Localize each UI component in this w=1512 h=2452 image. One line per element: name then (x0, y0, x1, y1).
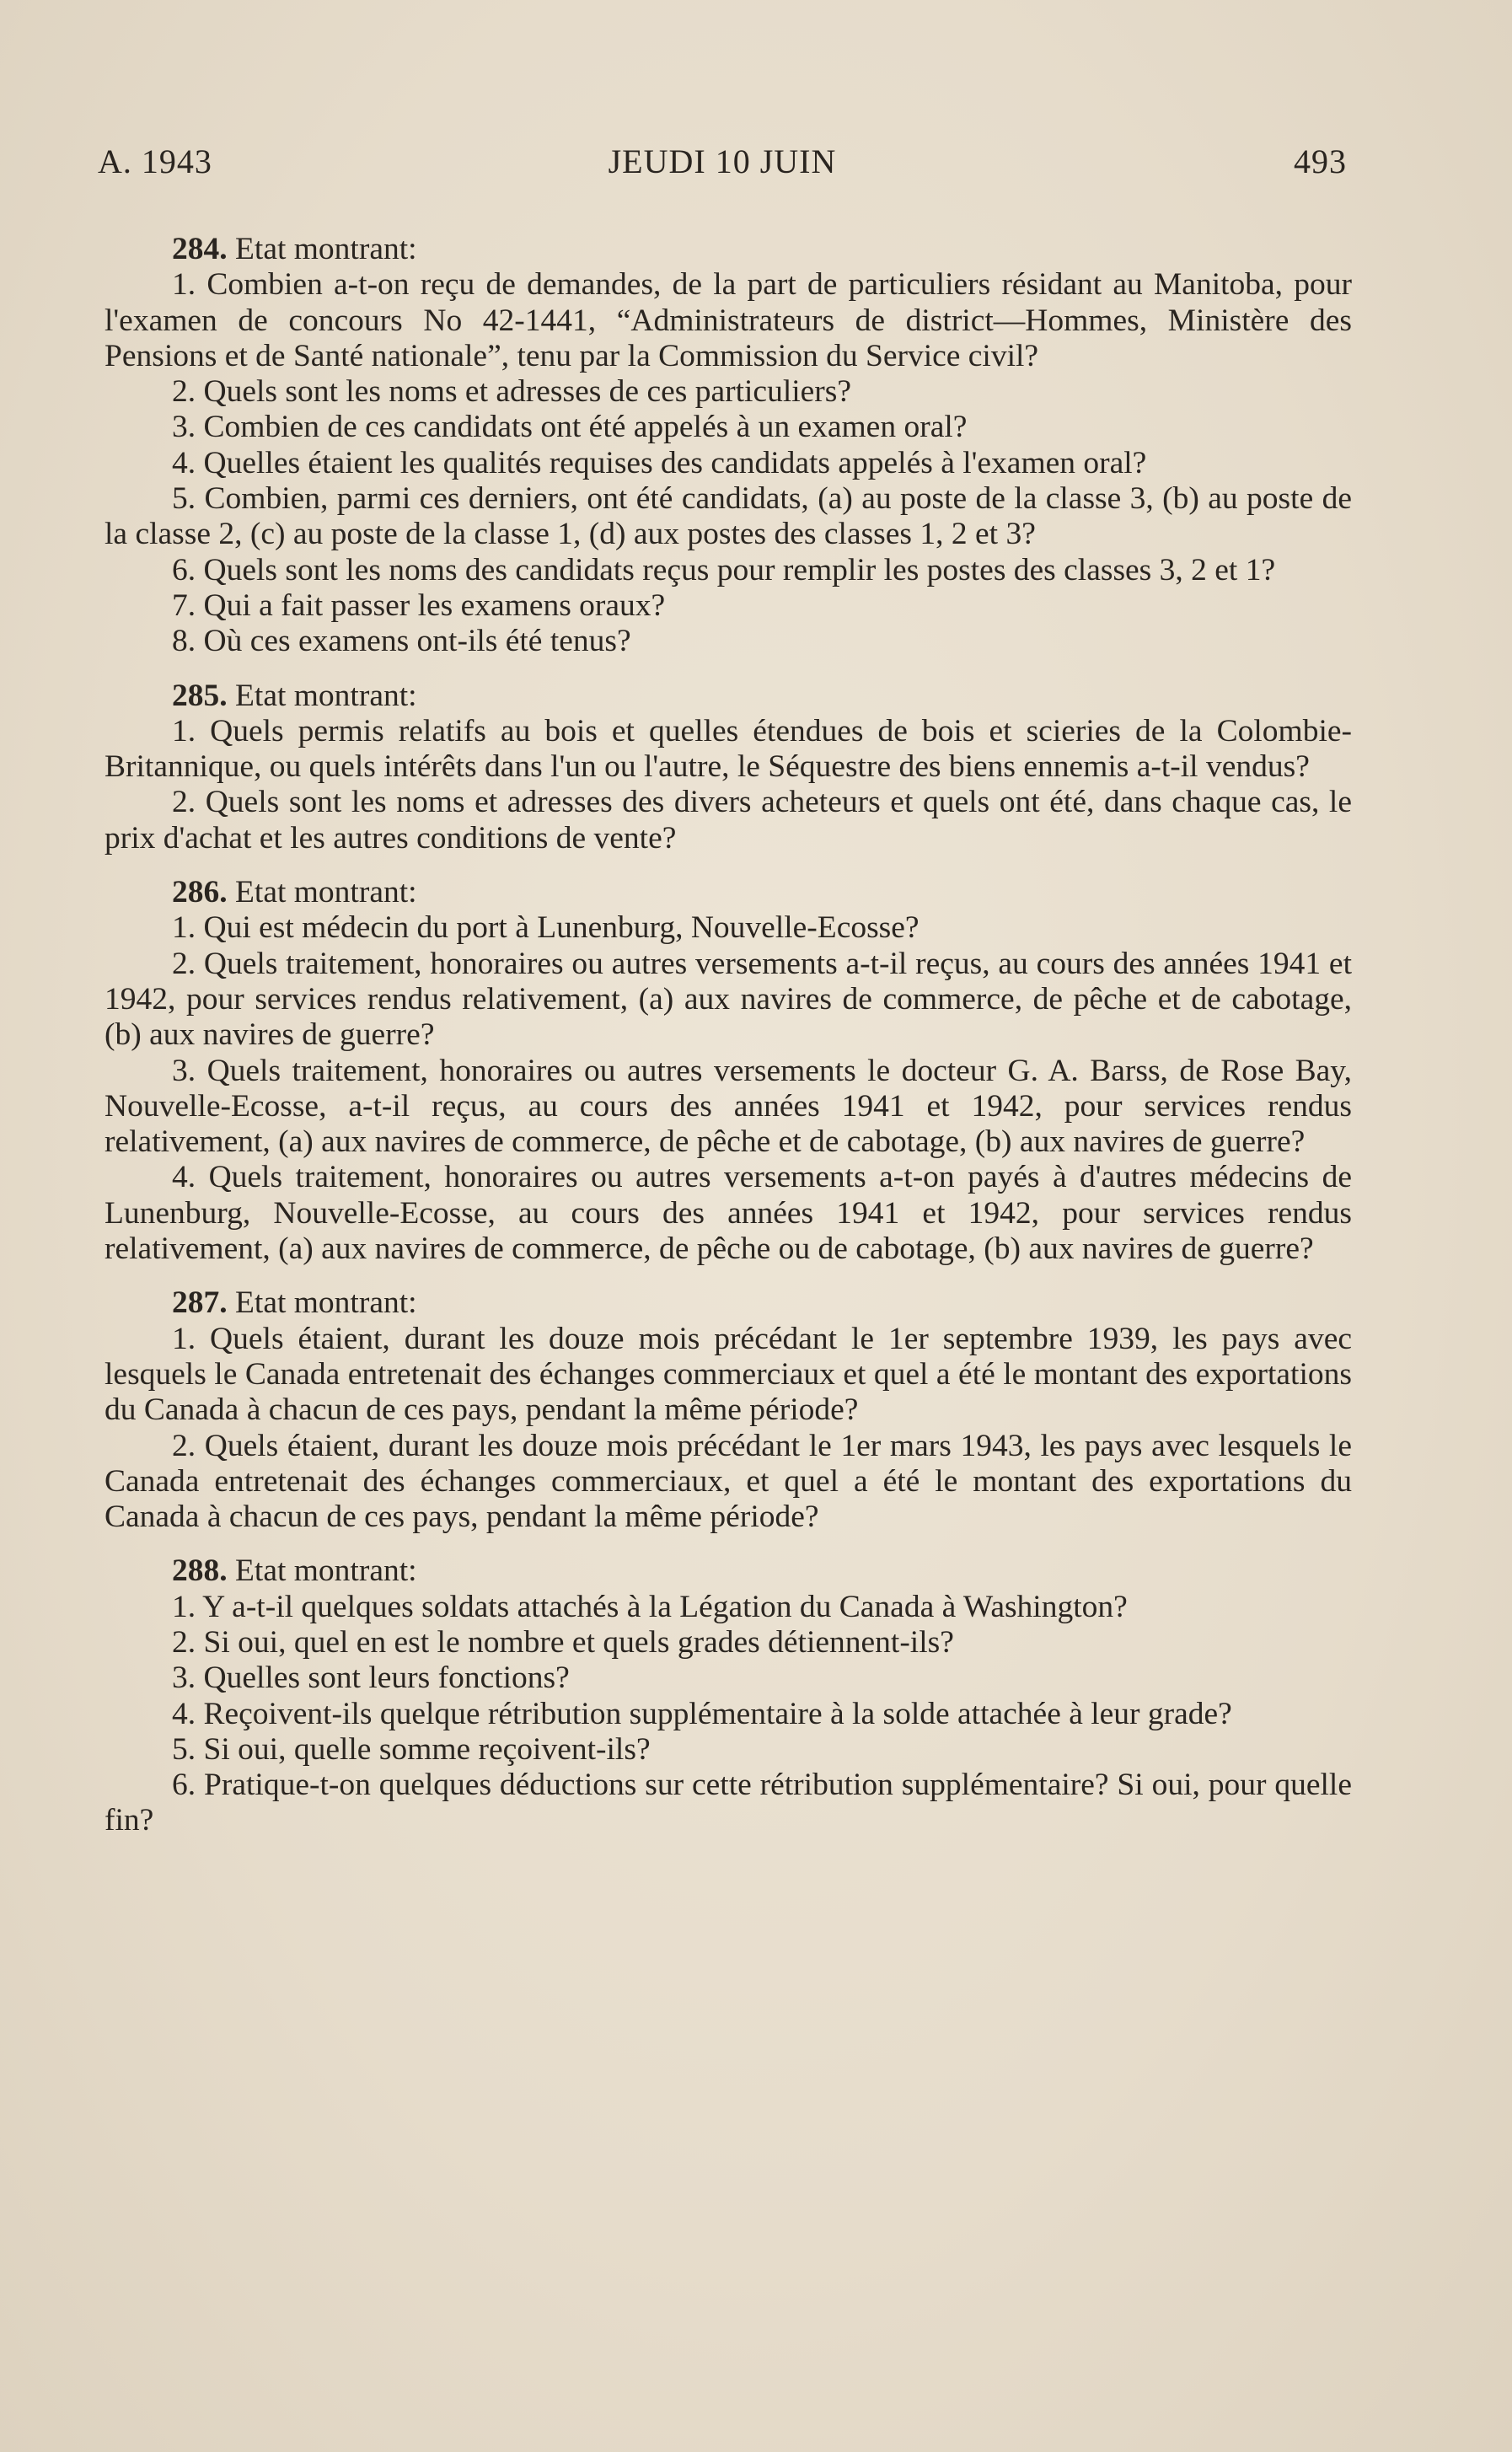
question-item: 4. Reçoivent-ils quelque rétribution supplémentaire à la solde attachée à leur grade? (172, 1696, 1232, 1731)
section-heading (105, 679, 1352, 714)
section-number: 288. (172, 1553, 228, 1589)
section-title: Etat montrant: (235, 1285, 417, 1321)
section-number: 287. (172, 1285, 228, 1321)
section-heading (105, 1285, 1352, 1321)
section-288 (105, 1553, 1352, 1838)
question-item: 2. Si oui, quel en est le nombre et quels grades détiennent-ils? (172, 1624, 954, 1660)
section-285 (105, 679, 1352, 856)
question-item: 2. Quels traitement, honoraires ou autres versements a-t-il reçus, au cours des années 1941 et 1942, pour services rendus relativement, (a) aux navires de commerce, de pêche et de cabotage, (b) aux navires de guerre? (105, 946, 1352, 1053)
question-item: 1. Quels étaient, durant les douze mois précédant le 1er septembre 1939, les pays avec lesquels le Canada entretenait des échanges commerciaux et quel a été le montant des exportations du Canada à chacun de ces pays, pendant la même période? (105, 1321, 1352, 1428)
section-title: Etat montrant: (235, 1553, 417, 1589)
section-number: 285. (172, 678, 228, 713)
question-item: 1. Quels permis relatifs au bois et quelles étendues de bois et scieries de la Colombie-Britannique, ou quels intérêts dans l'un ou l'autre, le Séquestre des biens ennemis a-t-il vendus? (105, 713, 1352, 785)
section-287 (105, 1285, 1352, 1535)
question-item: 5. Combien, parmi ces derniers, ont été candidats, (a) au poste de la classe 3, (b) au poste de la classe 2, (c) au poste de la classe 1, (d) aux postes des classes 1, 2 et 3? (105, 481, 1352, 552)
page-number: 493 (1294, 142, 1347, 180)
document-body (105, 232, 1352, 1858)
question-item: 3. Quels traitement, honoraires ou autres versements le docteur G. A. Barss, de Rose Bay, Nouvelle-Ecosse, a-t-il reçus, au cours des années 1941 et 1942, pour services rendus relativement, (a) aux navires de commerce, de pêche et de cabotage, (b) aux navires de guerre? (105, 1053, 1352, 1160)
section-title: Etat montrant: (235, 875, 417, 910)
question-item: 8. Où ces examens ont-ils été tenus? (172, 624, 631, 659)
question-item: 3. Combien de ces candidats ont été appelés à un examen oral? (172, 410, 968, 445)
question-item: 2. Quels étaient, durant les douze mois précédant le 1er mars 1943, les pays avec lesquels le Canada entretenait des échanges commerciaux, et quel a été le montant des exportations du Canada à chacun de ces pays, pendant la même période? (105, 1428, 1352, 1535)
section-title: Etat montrant: (235, 678, 417, 713)
question-item: 1. Qui est médecin du port à Lunenburg, Nouvelle-Ecosse? (172, 910, 920, 946)
question-item: 2. Quels sont les noms et adresses de ces particuliers? (172, 374, 852, 410)
question-item: 4. Quels traitement, honoraires ou autres versements a-t-on payés à d'autres médecins de Lunenburg, Nouvelle-Ecosse, au cours des années 1941 et 1942, pour services rendus relativement, (a) aux navires de commerce, de pêche ou de cabotage, (b) aux navires de guerre? (105, 1160, 1352, 1267)
section-286 (105, 875, 1352, 1267)
section-title: Etat montrant: (235, 232, 417, 266)
question-item: 7. Qui a fait passer les examens oraux? (172, 588, 666, 623)
section-heading (105, 875, 1352, 910)
section-number: 286. (172, 875, 228, 910)
question-item: 4. Quelles étaient les qualités requises des candidats appelés à l'examen oral? (172, 445, 1147, 480)
question-item: 1. Combien a-t-on reçu de demandes, de la part de particuliers résidant au Manitoba, pour l'examen de concours No 42-1441, “Administrateurs de district—Hommes, Ministère des Pensions et de Santé nationale”, tenu par la Commission du Service civil? (105, 267, 1352, 373)
question-item: 3. Quelles sont leurs fonctions? (172, 1661, 570, 1696)
section-number: 284. (172, 232, 228, 266)
question-item: 6. Quels sont les noms des candidats reçus pour remplir les postes des classes 3, 2 et 1? (172, 552, 1276, 588)
question-item: 2. Quels sont les noms et adresses des divers acheteurs et quels ont été, dans chaque cas, le prix d'achat et les autres conditions de vente? (105, 785, 1352, 856)
section-heading (105, 232, 1352, 267)
question-item: 1. Y a-t-il quelques soldats attachés à la Légation du Canada à Washington? (172, 1589, 1128, 1624)
header-date: JEUDI 10 JUIN (608, 142, 837, 180)
question-item: 5. Si oui, quelle somme reçoivent-ils? (172, 1731, 651, 1767)
question-item: 6. Pratique-t-on quelques déductions sur cette rétribution supplémentaire? Si oui, pour quelle fin? (105, 1768, 1352, 1838)
section-284 (105, 232, 1352, 660)
section-heading (105, 1553, 1352, 1589)
header-year: A. 1943 (98, 142, 212, 180)
